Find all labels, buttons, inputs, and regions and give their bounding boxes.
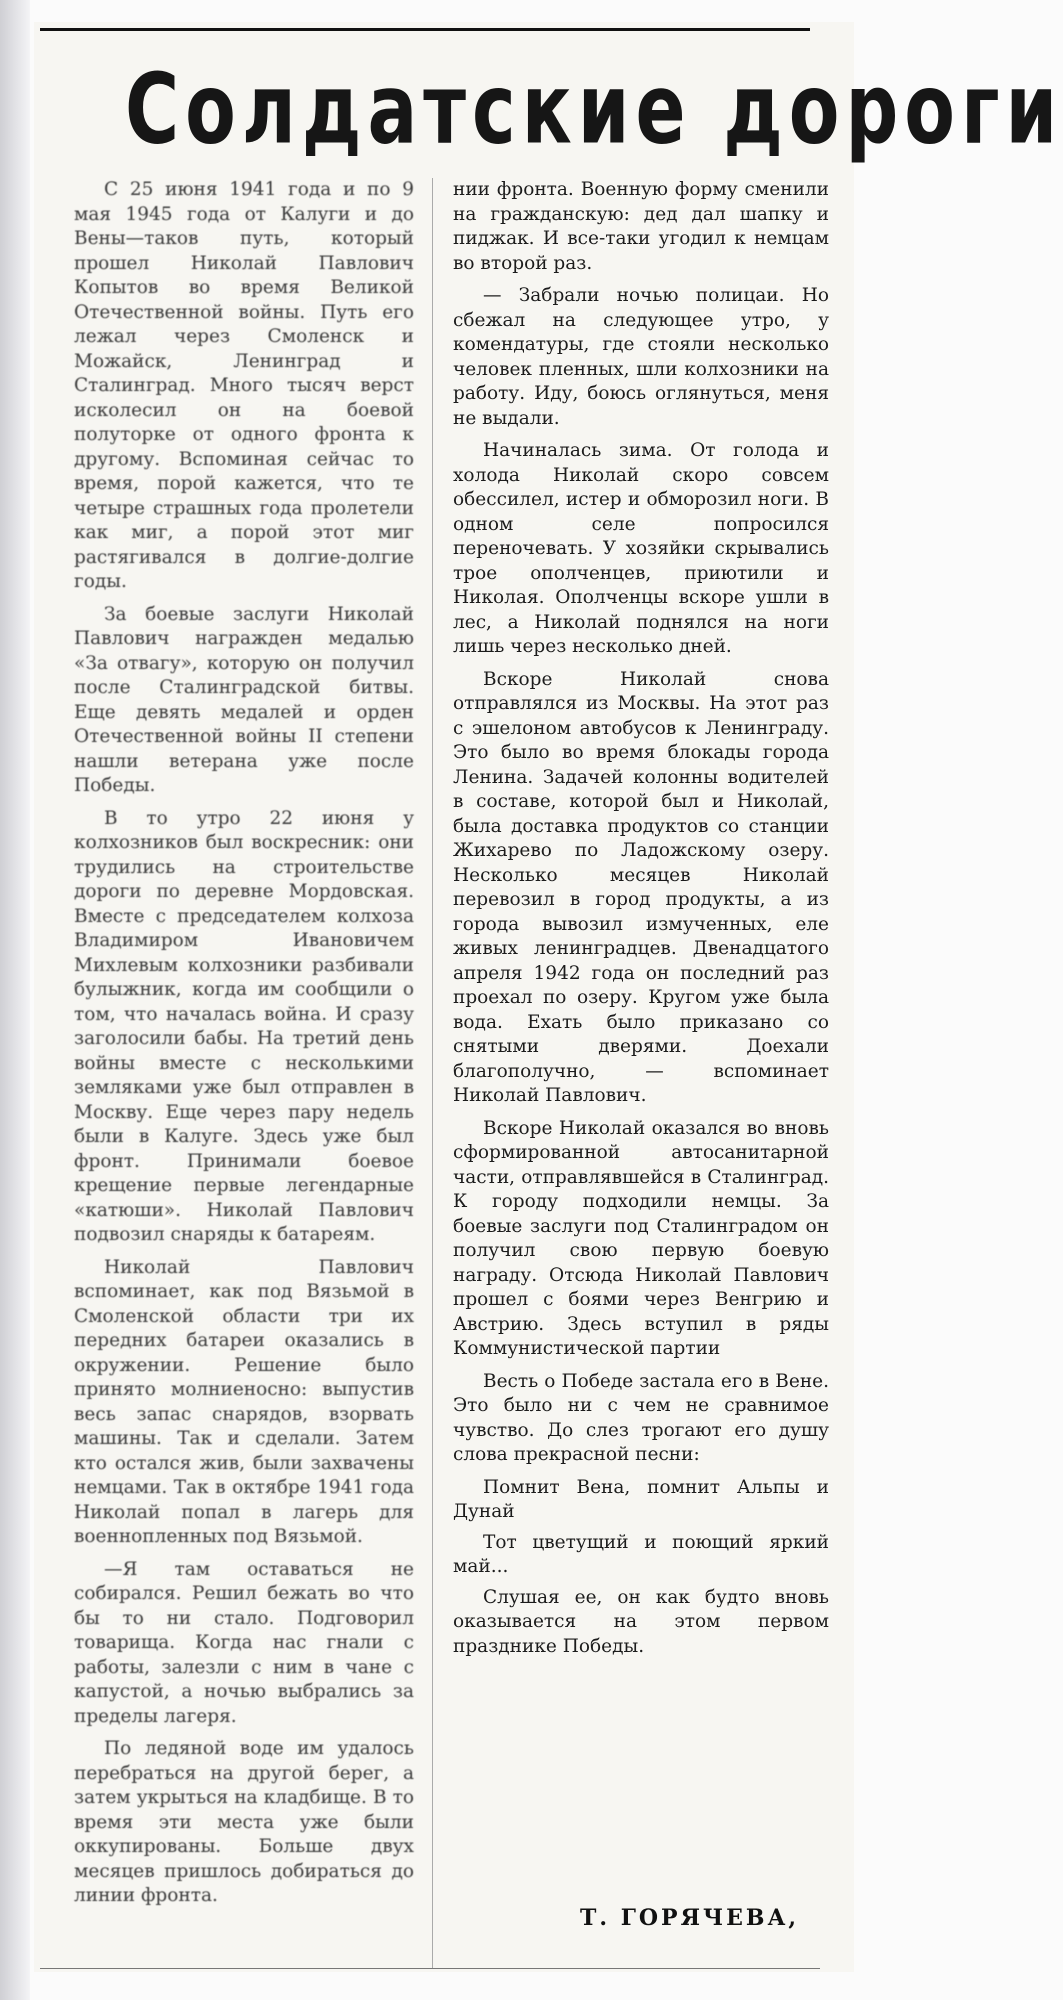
song-line: Помнит Вена, помнит Альпы и Дунай [453,1476,829,1522]
author-signature: Т. ГОРЯЧЕВА, [580,1905,800,1931]
article-title: Солдатские дороги [125,54,1063,167]
paragraph-continued: нии фронта. Военную форму сменили на гражданскую: дед дал шапку и пиджак. И все-таки угодил к немцам во второй раз. [453,179,829,274]
article-left-column [74,178,414,1917]
paragraph: — Забрали ночью полицаи. Но сбежал на следующее утро, у комендатуры, где стояли несколько человек пленных, шли колхозники на работу. Иду, боюсь оглянуться, меня не выдали. [453,285,829,429]
paragraph: Вскоре Николай оказался во вновь сформированной автосанитарной части, отправлявшейся в Сталинград. К городу подходили немцы. За боевые заслуги под Сталинградом он получил свою первую боевую награду. Отсюда Николай Павлович прошел с боями через Венгрию и Австрию. Здесь вступил в ряды Коммунистической партии [453,1117,829,1359]
closing-paragraph: Слушая ее, он как будто вновь оказывается на этом первом празднике Победы. [453,1586,829,1657]
column-divider [432,178,433,1968]
paragraph: Начиналась зима. От голода и холода Николай скоро совсем обессилел, истер и обморозил ноги. В одном селе попросился переночевать. У хозяйки скрывались трое ополченцев, приютили и Николая. Ополченцы вскоре ушли в лес, а Николай поднялся на ноги лишь через несколько дней. [453,440,829,657]
paragraph: Николай Павлович вспоминает, как под Вязьмой в Смоленской области три их передних батареи оказались в окружении. Решение было принято молниеносно: выпустив весь запас снарядов, взорвать машины. Так и сделали. Затем кто остался жив, были захвачены немцами. Так в октябре 1941 года Николай попал в лагерь для военнопленных под Вязьмой. [74,1256,414,1547]
song-quote [453,1476,829,1580]
paragraph: В то утро 22 июня у колхозников был воскресник: они трудились на строительстве дороги по деревне Мордовская. Вместе с председателем колхоза Владимиром Ивановичем Михлевым колхозники разбивали булыжник, когда им сообщили о том, что началась война. И сразу заголосили бабы. На третий день войны вместе с несколькими земляками уже был отправлен в Москву. Еще через пару недель были в Калуге. Здесь уже был фронт. Принимали боевое крещение первые легендарные «катюши». Николай Павлович подвозил снаряды к батареям. [74,807,414,1245]
paragraph: С 25 июня 1941 года и по 9 мая 1945 года от Калуги и до Вены—таков путь, который прошел Николай Павлович Копытов во время Великой Отечественной войны. Путь его лежал через Смоленск и Можайск, Ленинград и Сталинград. Много тысяч верст исколесил он на боевой полуторке от одного фронта к другому. Вспоминая сейчас то время, порой кажется, что те четыре страшных года пролетели как миг, а порой этот миг растягивался в долгие-долгие годы. [74,179,414,592]
song-line: Тот цветущий и поющий яркий май... [453,1531,829,1577]
paragraph: —Я там оставаться не собирался. Решил бежать во что бы то ни стало. Подговорил товарища. Когда нас гнали с работы, залезли с ним в чане с капустой, а ночью выбрались за пределы лагеря. [74,1558,414,1727]
top-rule [40,28,810,31]
paragraph: По ледяной воде им удалось перебраться на другой берег, а затем укрыться на кладбище. В то время эти места уже были оккупированы. Больше двух месяцев пришлось добираться до линии фронта. [74,1738,414,1906]
paragraph: За боевые заслуги Николай Павлович награжден медалью «За отвагу», которую он получил после Сталинградской битвы. Еще девять медалей и орден Отечественной войны II степени нашли ветерана уже после Победы. [74,603,414,796]
article-right-column [453,178,829,1667]
bottom-rule [40,1968,820,1969]
paragraph: Вскоре Николай снова отправлялся из Москвы. На этот раз с эшелоном автобусов к Ленинграду. Это было во время блокады города Ленина. Задачей колонны водителей в составе, которой был и Николай, была доставка продуктов со станции Жихарево по Ладожскому озеру. Несколько месяцев Николай перевозил в город продукты, а из города вывозил измученных, еле живых ленинградцев. Двенадцатого апреля 1942 года он последний раз проехал по озеру. Кругом уже была вода. Ехать было приказано со снятыми дверями. Доехали благополучно, — вспоминает Николай Павлович. [453,668,829,1106]
scan-edge-shadow [0,0,30,2000]
paragraph: Весть о Победе застала его в Вене. Это было ни с чем не сравнимое чувство. До слез трогают его душу слова прекрасной песни: [453,1370,829,1465]
